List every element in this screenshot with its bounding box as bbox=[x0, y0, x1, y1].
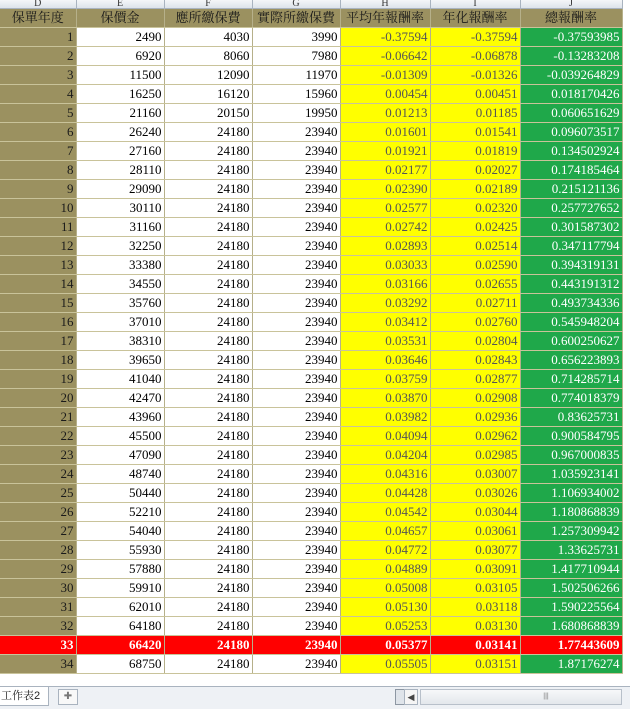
table-row bbox=[0, 465, 622, 484]
table-cell[interactable]: 0.774018379 bbox=[520, 389, 622, 408]
table-row bbox=[0, 351, 622, 370]
table-cell[interactable]: 68750 bbox=[76, 655, 164, 674]
table-cell[interactable]: 30110 bbox=[76, 199, 164, 218]
table-cell[interactable]: 20 bbox=[0, 389, 76, 408]
table-row bbox=[0, 579, 622, 598]
table-cell[interactable]: 23940 bbox=[252, 218, 340, 237]
table-cell[interactable]: 23940 bbox=[252, 503, 340, 522]
table-cell[interactable]: 24180 bbox=[164, 275, 252, 294]
table-cell[interactable]: 19 bbox=[0, 370, 76, 389]
table-cell[interactable]: 7980 bbox=[252, 47, 340, 66]
table-cell[interactable]: 12 bbox=[0, 237, 76, 256]
table-cell[interactable]: 24180 bbox=[164, 598, 252, 617]
table-cell[interactable]: 0.02514 bbox=[430, 237, 520, 256]
table-cell[interactable]: 39650 bbox=[76, 351, 164, 370]
table-cell[interactable]: 0.02711 bbox=[430, 294, 520, 313]
table-cell[interactable]: 24180 bbox=[164, 484, 252, 503]
table-cell[interactable]: 64180 bbox=[76, 617, 164, 636]
table-row bbox=[0, 408, 622, 427]
scroll-thumb[interactable]: ||| bbox=[543, 693, 549, 700]
table-cell[interactable]: 24180 bbox=[164, 389, 252, 408]
table-cell[interactable]: 0.134502924 bbox=[520, 142, 622, 161]
table-cell[interactable]: 0.03141 bbox=[430, 636, 520, 655]
table-cell[interactable]: 0.03870 bbox=[340, 389, 430, 408]
header-row bbox=[0, 9, 622, 28]
table-cell[interactable]: 0.01601 bbox=[340, 123, 430, 142]
table-cell[interactable]: 29090 bbox=[76, 180, 164, 199]
table-cell[interactable]: 15960 bbox=[252, 85, 340, 104]
table-cell[interactable]: 23940 bbox=[252, 617, 340, 636]
table-cell[interactable]: 0.01819 bbox=[430, 142, 520, 161]
table-cell[interactable]: 1.106934002 bbox=[520, 484, 622, 503]
table-cell[interactable]: 1.33625731 bbox=[520, 541, 622, 560]
table-cell[interactable]: 33380 bbox=[76, 256, 164, 275]
table-cell[interactable]: 1.180868839 bbox=[520, 503, 622, 522]
table-cell[interactable]: 0.04889 bbox=[340, 560, 430, 579]
table-cell[interactable]: 0.02877 bbox=[430, 370, 520, 389]
table-cell[interactable]: 23940 bbox=[252, 237, 340, 256]
table-row bbox=[0, 427, 622, 446]
table-cell[interactable]: 23940 bbox=[252, 275, 340, 294]
table-cell[interactable]: 0.02590 bbox=[430, 256, 520, 275]
table-cell[interactable]: 0.174185464 bbox=[520, 161, 622, 180]
table-cell[interactable]: 24180 bbox=[164, 256, 252, 275]
table-cell[interactable]: 24180 bbox=[164, 617, 252, 636]
column-letter-i[interactable]: I bbox=[430, 0, 520, 9]
table-cell[interactable]: 55930 bbox=[76, 541, 164, 560]
table-cell[interactable]: 3 bbox=[0, 66, 76, 85]
table-cell[interactable]: 13 bbox=[0, 256, 76, 275]
table-cell[interactable]: 23940 bbox=[252, 123, 340, 142]
table-cell[interactable]: 30 bbox=[0, 579, 76, 598]
table-cell[interactable]: 1.590225564 bbox=[520, 598, 622, 617]
table-cell[interactable]: 0.03412 bbox=[340, 313, 430, 332]
table-cell[interactable]: 35760 bbox=[76, 294, 164, 313]
table-cell[interactable]: 11500 bbox=[76, 66, 164, 85]
table-row bbox=[0, 104, 622, 123]
table-cell[interactable]: 0.83625731 bbox=[520, 408, 622, 427]
table-cell[interactable]: 11 bbox=[0, 218, 76, 237]
table-cell[interactable]: 0.443191312 bbox=[520, 275, 622, 294]
table-cell[interactable]: 38310 bbox=[76, 332, 164, 351]
table-cell[interactable]: 31 bbox=[0, 598, 76, 617]
table-cell[interactable]: 24180 bbox=[164, 123, 252, 142]
table-row bbox=[0, 66, 622, 85]
table-cell[interactable]: 24180 bbox=[164, 408, 252, 427]
table-row bbox=[0, 503, 622, 522]
table-row bbox=[0, 598, 622, 617]
table-cell[interactable]: 0.02893 bbox=[340, 237, 430, 256]
table-cell[interactable]: 23940 bbox=[252, 522, 340, 541]
table-cell[interactable]: 24180 bbox=[164, 142, 252, 161]
table-cell[interactable]: 34 bbox=[0, 655, 76, 674]
table-cell[interactable]: 0.02390 bbox=[340, 180, 430, 199]
table-cell[interactable]: 0.00454 bbox=[340, 85, 430, 104]
table-cell[interactable]: 24180 bbox=[164, 446, 252, 465]
table-cell[interactable]: 26 bbox=[0, 503, 76, 522]
table-cell[interactable]: 23 bbox=[0, 446, 76, 465]
table-cell[interactable]: 0.01921 bbox=[340, 142, 430, 161]
table-cell[interactable]: 0.04657 bbox=[340, 522, 430, 541]
table-cell[interactable]: 24180 bbox=[164, 541, 252, 560]
table-cell[interactable]: 41040 bbox=[76, 370, 164, 389]
table-cell[interactable]: 0.03531 bbox=[340, 332, 430, 351]
table-row bbox=[0, 560, 622, 579]
table-cell[interactable]: 14 bbox=[0, 275, 76, 294]
table-cell[interactable]: 0.03292 bbox=[340, 294, 430, 313]
table-cell[interactable]: 0.05130 bbox=[340, 598, 430, 617]
table-cell[interactable]: 21160 bbox=[76, 104, 164, 123]
table-cell[interactable]: 0.02962 bbox=[430, 427, 520, 446]
table-cell[interactable]: -0.01326 bbox=[430, 66, 520, 85]
table-cell[interactable]: 0.03061 bbox=[430, 522, 520, 541]
table-cell[interactable]: 0.03118 bbox=[430, 598, 520, 617]
table-cell[interactable]: 0.04542 bbox=[340, 503, 430, 522]
table-cell[interactable]: 47090 bbox=[76, 446, 164, 465]
table-cell[interactable]: 0.03982 bbox=[340, 408, 430, 427]
table-cell[interactable]: 0.060651629 bbox=[520, 104, 622, 123]
table-cell[interactable]: 24180 bbox=[164, 427, 252, 446]
table-cell[interactable]: 0.02189 bbox=[430, 180, 520, 199]
table-cell[interactable]: 24180 bbox=[164, 161, 252, 180]
table-cell[interactable]: 1.502506266 bbox=[520, 579, 622, 598]
column-header-row bbox=[0, 0, 622, 9]
table-cell[interactable]: 28 bbox=[0, 541, 76, 560]
table-cell[interactable]: 2 bbox=[0, 47, 76, 66]
table-cell[interactable]: 0.493734336 bbox=[520, 294, 622, 313]
table-cell[interactable]: 16 bbox=[0, 313, 76, 332]
table-cell[interactable]: 17 bbox=[0, 332, 76, 351]
highlighted-row bbox=[0, 636, 622, 655]
table-cell[interactable]: 23940 bbox=[252, 142, 340, 161]
table-row bbox=[0, 275, 622, 294]
table-cell[interactable]: 0.347117794 bbox=[520, 237, 622, 256]
table-cell[interactable]: 8060 bbox=[164, 47, 252, 66]
table-row bbox=[0, 389, 622, 408]
table-cell[interactable]: 22 bbox=[0, 427, 76, 446]
table-cell[interactable]: 1.87176274 bbox=[520, 655, 622, 674]
column-letter-f[interactable]: F bbox=[164, 0, 252, 9]
new-sheet-icon[interactable]: ✚ bbox=[58, 689, 78, 705]
table-cell[interactable]: 0.01213 bbox=[340, 104, 430, 123]
table-row bbox=[0, 142, 622, 161]
table-row bbox=[0, 218, 622, 237]
table-cell[interactable]: 0.01541 bbox=[430, 123, 520, 142]
table-cell[interactable]: 0.394319131 bbox=[520, 256, 622, 275]
table-cell[interactable]: 3990 bbox=[252, 28, 340, 47]
table-cell[interactable]: 0.00451 bbox=[430, 85, 520, 104]
table-cell[interactable]: 34550 bbox=[76, 275, 164, 294]
table-cell[interactable]: -0.37594 bbox=[340, 28, 430, 47]
table-cell[interactable]: 0.04204 bbox=[340, 446, 430, 465]
table-cell[interactable]: 0.02804 bbox=[430, 332, 520, 351]
table-cell[interactable]: 0.03151 bbox=[430, 655, 520, 674]
table-cell[interactable]: 24180 bbox=[164, 313, 252, 332]
table-cell[interactable]: 16120 bbox=[164, 85, 252, 104]
table-row bbox=[0, 332, 622, 351]
table-cell[interactable]: 28110 bbox=[76, 161, 164, 180]
table-cell[interactable]: 24180 bbox=[164, 636, 252, 655]
table-cell[interactable]: 0.096073517 bbox=[520, 123, 622, 142]
table-cell[interactable]: 23940 bbox=[252, 161, 340, 180]
table-cell[interactable]: 66420 bbox=[76, 636, 164, 655]
table-cell[interactable]: 0.03091 bbox=[430, 560, 520, 579]
table-cell[interactable]: 0.967000835 bbox=[520, 446, 622, 465]
table-row bbox=[0, 541, 622, 560]
table-cell[interactable]: 20150 bbox=[164, 104, 252, 123]
table-cell[interactable]: 24180 bbox=[164, 655, 252, 674]
table-cell[interactable]: -0.01309 bbox=[340, 66, 430, 85]
sheet-tab-bar bbox=[0, 686, 630, 709]
table-cell[interactable]: 54040 bbox=[76, 522, 164, 541]
table-cell[interactable]: -0.37593985 bbox=[520, 28, 622, 47]
table-cell[interactable]: -0.06878 bbox=[430, 47, 520, 66]
table-cell[interactable]: 37010 bbox=[76, 313, 164, 332]
table-cell[interactable]: 23940 bbox=[252, 427, 340, 446]
table-cell[interactable]: 1.257309942 bbox=[520, 522, 622, 541]
table-cell[interactable]: 6 bbox=[0, 123, 76, 142]
table-cell[interactable]: 0.714285714 bbox=[520, 370, 622, 389]
table-row bbox=[0, 256, 622, 275]
table-cell[interactable]: 23940 bbox=[252, 332, 340, 351]
table-cell[interactable]: 50440 bbox=[76, 484, 164, 503]
table-cell[interactable]: 23940 bbox=[252, 465, 340, 484]
table-cell[interactable]: 23940 bbox=[252, 484, 340, 503]
table-cell[interactable]: 24180 bbox=[164, 180, 252, 199]
table-cell[interactable]: 7 bbox=[0, 142, 76, 161]
column-letter-g[interactable]: G bbox=[252, 0, 340, 9]
table-row bbox=[0, 237, 622, 256]
table-cell[interactable]: 0.656223893 bbox=[520, 351, 622, 370]
column-letter-h[interactable]: H bbox=[340, 0, 430, 9]
table-cell[interactable]: 0.018170426 bbox=[520, 85, 622, 104]
table-cell[interactable]: 0.600250627 bbox=[520, 332, 622, 351]
table-cell[interactable]: 24180 bbox=[164, 560, 252, 579]
table-cell[interactable]: 25 bbox=[0, 484, 76, 503]
table-cell[interactable]: 0.215121136 bbox=[520, 180, 622, 199]
table-row bbox=[0, 47, 622, 66]
table-cell[interactable]: 0.02760 bbox=[430, 313, 520, 332]
table-cell[interactable]: 29 bbox=[0, 560, 76, 579]
table-cell[interactable]: 5 bbox=[0, 104, 76, 123]
table-row bbox=[0, 199, 622, 218]
table-cell[interactable]: 0.02908 bbox=[430, 389, 520, 408]
table-cell[interactable]: 1.77443609 bbox=[520, 636, 622, 655]
table-cell[interactable]: 4030 bbox=[164, 28, 252, 47]
table-row bbox=[0, 370, 622, 389]
table-cell[interactable]: 0.05505 bbox=[340, 655, 430, 674]
table-cell[interactable]: 26240 bbox=[76, 123, 164, 142]
table-cell[interactable]: 0.03077 bbox=[430, 541, 520, 560]
table-row bbox=[0, 446, 622, 465]
table-cell[interactable]: -0.06642 bbox=[340, 47, 430, 66]
table-cell[interactable]: 23940 bbox=[252, 199, 340, 218]
table-cell[interactable]: 23940 bbox=[252, 180, 340, 199]
table-cell[interactable]: 1.417710944 bbox=[520, 560, 622, 579]
table-cell[interactable]: 23940 bbox=[252, 389, 340, 408]
table-cell[interactable]: 0.545948204 bbox=[520, 313, 622, 332]
table-cell[interactable]: 0.02177 bbox=[340, 161, 430, 180]
table-row bbox=[0, 313, 622, 332]
table-cell[interactable]: 24180 bbox=[164, 237, 252, 256]
table-cell[interactable]: -0.039264829 bbox=[520, 66, 622, 85]
table-cell[interactable]: 24180 bbox=[164, 465, 252, 484]
column-letter-e[interactable]: E bbox=[76, 0, 164, 9]
table-cell[interactable]: 23940 bbox=[252, 636, 340, 655]
table-cell[interactable]: 42470 bbox=[76, 389, 164, 408]
table-cell[interactable]: 0.02843 bbox=[430, 351, 520, 370]
table-row bbox=[0, 123, 622, 142]
table-cell[interactable]: 59910 bbox=[76, 579, 164, 598]
column-letter-j[interactable]: J bbox=[520, 0, 622, 9]
header-cell[interactable]: 總報酬率 bbox=[520, 9, 622, 28]
table-cell[interactable]: 24 bbox=[0, 465, 76, 484]
table-cell[interactable]: 0.04772 bbox=[340, 541, 430, 560]
table-cell[interactable]: 0.04094 bbox=[340, 427, 430, 446]
table-cell[interactable]: 0.05377 bbox=[340, 636, 430, 655]
table-cell[interactable]: 0.03007 bbox=[430, 465, 520, 484]
table-cell[interactable]: 0.02577 bbox=[340, 199, 430, 218]
table-cell[interactable]: 21 bbox=[0, 408, 76, 427]
table-cell[interactable]: 1.035923141 bbox=[520, 465, 622, 484]
table-cell[interactable]: 23940 bbox=[252, 370, 340, 389]
header-cell[interactable]: 應所繳保費 bbox=[164, 9, 252, 28]
table-cell[interactable]: 57880 bbox=[76, 560, 164, 579]
table-row bbox=[0, 85, 622, 104]
table-cell[interactable]: 15 bbox=[0, 294, 76, 313]
table-row bbox=[0, 522, 622, 541]
table-cell[interactable]: 24180 bbox=[164, 522, 252, 541]
header-cell[interactable]: 保價金 bbox=[76, 9, 164, 28]
header-cell[interactable]: 平均年報酬率 bbox=[340, 9, 430, 28]
table-cell[interactable]: -0.13283208 bbox=[520, 47, 622, 66]
scroll-left-button[interactable]: ◀ bbox=[404, 689, 418, 705]
table-cell[interactable]: 0.03026 bbox=[430, 484, 520, 503]
table-cell[interactable]: 4 bbox=[0, 85, 76, 104]
table-cell[interactable]: 24180 bbox=[164, 351, 252, 370]
table-cell[interactable]: 0.05008 bbox=[340, 579, 430, 598]
table-cell[interactable]: 23940 bbox=[252, 256, 340, 275]
table-row bbox=[0, 294, 622, 313]
table-cell[interactable]: 1.680868839 bbox=[520, 617, 622, 636]
table-cell[interactable]: 23940 bbox=[252, 408, 340, 427]
table-cell[interactable]: 62010 bbox=[76, 598, 164, 617]
table-cell[interactable]: 33 bbox=[0, 636, 76, 655]
table-cell[interactable]: 10 bbox=[0, 199, 76, 218]
table-cell[interactable]: 0.02985 bbox=[430, 446, 520, 465]
table-cell[interactable]: 2490 bbox=[76, 28, 164, 47]
table-row bbox=[0, 655, 622, 674]
table-cell[interactable]: 0.02742 bbox=[340, 218, 430, 237]
table-cell[interactable]: 31160 bbox=[76, 218, 164, 237]
table-cell[interactable]: 24180 bbox=[164, 332, 252, 351]
table-cell[interactable]: 24180 bbox=[164, 503, 252, 522]
table-cell[interactable]: 48740 bbox=[76, 465, 164, 484]
sheet-tab[interactable]: 工作表2 bbox=[0, 687, 49, 706]
table-cell[interactable]: 23940 bbox=[252, 294, 340, 313]
table-cell[interactable]: 23940 bbox=[252, 560, 340, 579]
horizontal-scrollbar[interactable] bbox=[420, 689, 622, 705]
table-cell[interactable]: 0.03033 bbox=[340, 256, 430, 275]
table-cell[interactable]: 24180 bbox=[164, 294, 252, 313]
table-cell[interactable]: 6920 bbox=[76, 47, 164, 66]
table-cell[interactable]: 0.900584795 bbox=[520, 427, 622, 446]
table-cell[interactable]: 0.03105 bbox=[430, 579, 520, 598]
table-row bbox=[0, 617, 622, 636]
header-cell[interactable]: 保單年度 bbox=[0, 9, 76, 28]
table-cell[interactable]: 0.03044 bbox=[430, 503, 520, 522]
table-cell[interactable]: 23940 bbox=[252, 579, 340, 598]
table-cell[interactable]: 24180 bbox=[164, 218, 252, 237]
table-cell[interactable]: 23940 bbox=[252, 655, 340, 674]
table-cell[interactable]: 45500 bbox=[76, 427, 164, 446]
table-row bbox=[0, 484, 622, 503]
table-cell[interactable]: 32 bbox=[0, 617, 76, 636]
table-cell[interactable]: 0.02425 bbox=[430, 218, 520, 237]
table-cell[interactable]: 24180 bbox=[164, 579, 252, 598]
table-cell[interactable]: 8 bbox=[0, 161, 76, 180]
table-cell[interactable]: 27160 bbox=[76, 142, 164, 161]
table-row bbox=[0, 161, 622, 180]
table-cell[interactable]: 0.05253 bbox=[340, 617, 430, 636]
table-cell[interactable]: 0.04428 bbox=[340, 484, 430, 503]
table-cell[interactable]: 0.02027 bbox=[430, 161, 520, 180]
table-cell[interactable]: 27 bbox=[0, 522, 76, 541]
table-cell[interactable]: 0.03130 bbox=[430, 617, 520, 636]
table-cell[interactable]: 24180 bbox=[164, 199, 252, 218]
table-cell[interactable]: 0.02936 bbox=[430, 408, 520, 427]
table-cell[interactable]: -0.37594 bbox=[430, 28, 520, 47]
table-cell[interactable]: 9 bbox=[0, 180, 76, 199]
table-row bbox=[0, 180, 622, 199]
column-letter-d[interactable]: D bbox=[0, 0, 76, 9]
header-cell[interactable]: 實際所繳保費 bbox=[252, 9, 340, 28]
table-cell[interactable]: 12090 bbox=[164, 66, 252, 85]
table-cell[interactable]: 1 bbox=[0, 28, 76, 47]
table-cell[interactable]: 16250 bbox=[76, 85, 164, 104]
table-cell[interactable]: 23940 bbox=[252, 446, 340, 465]
table-cell[interactable]: 0.04316 bbox=[340, 465, 430, 484]
table-cell[interactable]: 23940 bbox=[252, 598, 340, 617]
table-cell[interactable]: 23940 bbox=[252, 541, 340, 560]
table-cell[interactable]: 52210 bbox=[76, 503, 164, 522]
table-cell[interactable]: 0.257727652 bbox=[520, 199, 622, 218]
table-cell[interactable]: 0.02655 bbox=[430, 275, 520, 294]
table-cell[interactable]: 0.02320 bbox=[430, 199, 520, 218]
table-row bbox=[0, 28, 622, 47]
table-cell[interactable]: 43960 bbox=[76, 408, 164, 427]
header-cell[interactable]: 年化報酬率 bbox=[430, 9, 520, 28]
table-cell[interactable]: 0.301587302 bbox=[520, 218, 622, 237]
table-cell[interactable]: 19950 bbox=[252, 104, 340, 123]
table-cell[interactable]: 18 bbox=[0, 351, 76, 370]
table-cell[interactable]: 11970 bbox=[252, 66, 340, 85]
table-cell[interactable]: 23940 bbox=[252, 351, 340, 370]
table-cell[interactable]: 0.01185 bbox=[430, 104, 520, 123]
table-cell[interactable]: 0.03759 bbox=[340, 370, 430, 389]
table-cell[interactable]: 23940 bbox=[252, 313, 340, 332]
table-cell[interactable]: 32250 bbox=[76, 237, 164, 256]
table-cell[interactable]: 24180 bbox=[164, 370, 252, 389]
table-cell[interactable]: 0.03646 bbox=[340, 351, 430, 370]
table-cell[interactable]: 0.03166 bbox=[340, 275, 430, 294]
